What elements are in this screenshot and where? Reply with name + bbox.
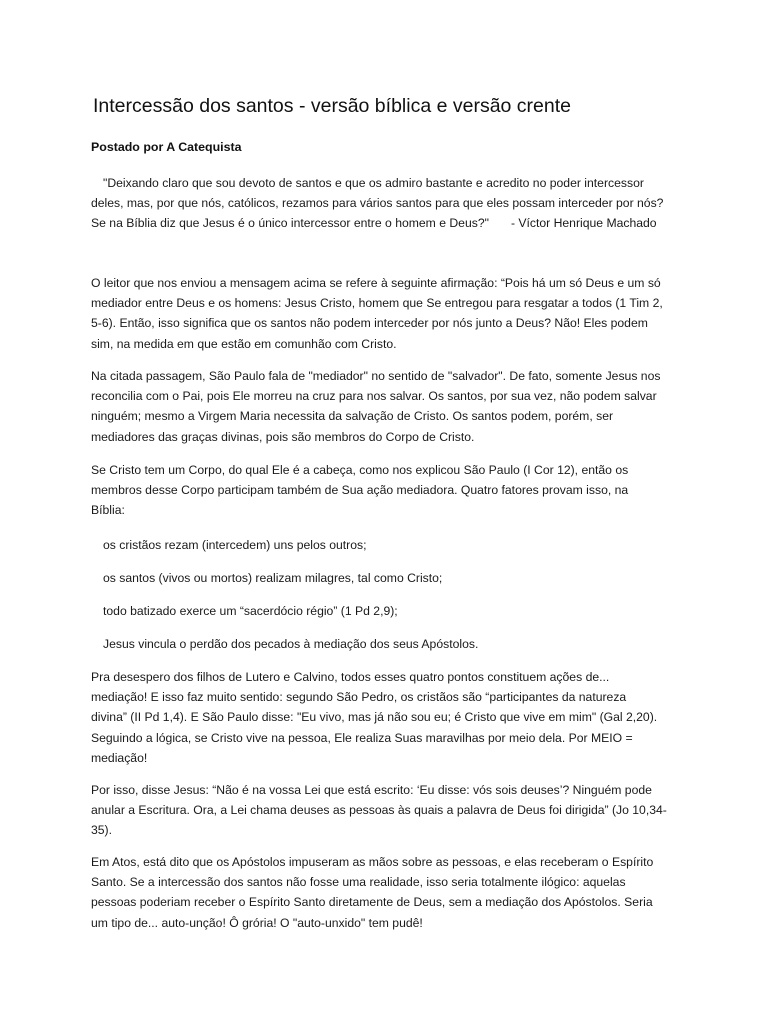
paragraph-line: pessoas poderiam receber o Espírito Santo diretamente de Deus, sem a mediação dos Apóstolos. Seria xyxy=(91,895,653,910)
paragraph-line: mediador entre Deus e os homens: Jesus Cristo, homem que Se entregou para resgatar a todos (1 Tim 2, xyxy=(91,296,663,311)
paragraph xyxy=(91,852,691,933)
list-item: Jesus vincula o perdão dos pecados à mediação dos seus Apóstolos. xyxy=(103,637,479,651)
paragraph-line: um tipo de... auto-unção! Ô grória! O "auto-unxido" tem pudê! xyxy=(91,915,423,930)
paragraph-line: ninguém; mesmo a Virgem Maria necessita da salvação de Cristo. Os santos podem, porém, ser xyxy=(91,409,614,424)
paragraph-line: mediação! xyxy=(91,750,148,765)
list-item: os cristãos rezam (intercedem) uns pelos outros; xyxy=(103,538,367,552)
paragraph-line: reconcilia com o Pai, pois Ele morreu na cruz para nos salvar. Os santos, por sua vez, não podem salvar xyxy=(91,389,657,404)
quote-line: "Deixando claro que sou devoto de santos e que os admiro bastante e acredito no poder intercessor xyxy=(103,176,644,190)
paragraph-line: sim, na medida em que estão em comunhão com Cristo. xyxy=(91,336,397,351)
paragraph-line: Se Cristo tem um Corpo, do qual Ele é a cabeça, como nos explicou São Paulo (I Cor 12), então os xyxy=(91,463,629,477)
paragraph-line: mediação! E isso faz muito sentido: segundo São Pedro, os cristãos são “participantes da natureza xyxy=(91,690,627,705)
author-line: Postado por A Catequista xyxy=(91,140,242,154)
paragraph-line: divina” (II Pd 1,4). E São Paulo disse: "Eu vivo, mas já não sou eu; é Cristo que vive em mim" (Gal 2,20). xyxy=(91,710,658,725)
quote-attribution: - Víctor Henrique Machado xyxy=(510,216,657,231)
paragraph-line: Em Atos, está dito que os Apóstolos impuseram as mãos sobre as pessoas, e elas receberam o Espírito xyxy=(91,855,654,869)
paragraph xyxy=(91,273,691,354)
paragraph-line: Por isso, disse Jesus: “Não é na vossa Lei que está escrito: ‘Eu disse: vós sois deuses’? Ninguém pode xyxy=(91,783,652,797)
paragraph-line: Santo. Se a intercessão dos santos não fosse uma realidade, isso seria totalmente ilógico: aquelas xyxy=(91,875,626,890)
page-title: Intercessão dos santos - versão bíblica e versão crente xyxy=(93,95,571,117)
paragraph-line: 5-6). Então, isso significa que os santos não podem interceder por nós junto a Deus? Não! Eles podem xyxy=(91,316,648,331)
quote-line-text: Se na Bíblia diz que Jesus é o único intercessor entre o homem e Deus?" xyxy=(91,216,489,231)
paragraph-line: 35). xyxy=(91,823,113,838)
list-item: todo batizado exerce um “sacerdócio régio” (1 Pd 2,9); xyxy=(103,604,398,618)
paragraph xyxy=(91,366,691,447)
paragraph xyxy=(91,780,691,841)
paragraph-line: mediadores das graças divinas, pois são membros do Corpo de Cristo. xyxy=(91,429,475,444)
paragraph-line: Na citada passagem, São Paulo fala de "mediador" no sentido de "salvador". De fato, somente Jesus nos xyxy=(91,369,661,383)
paragraph-line: O leitor que nos enviou a mensagem acima se refere à seguinte afirmação: “Pois há um só Deus e um só xyxy=(91,276,661,290)
reader-quote xyxy=(91,173,691,234)
paragraph xyxy=(91,460,691,521)
quote-line-last xyxy=(91,213,691,233)
paragraph-line: membros desse Corpo participam também de Sua ação mediadora. Quatro fatores provam isso, na xyxy=(91,483,629,498)
quote-line: deles, mas, por que nós, católicos, rezamos para vários santos para que eles possam interceder por nós? xyxy=(91,196,664,211)
paragraph-line: anular a Escritura. Ora, a Lei chama deuses as pessoas às quais a palavra de Deus foi dirigida” (Jo 10,34- xyxy=(91,803,667,818)
list-item: os santos (vivos ou mortos) realizam milagres, tal como Cristo; xyxy=(103,571,443,585)
paragraph xyxy=(91,667,691,768)
paragraph-line: Seguindo a lógica, se Cristo vive na pessoa, Ele realiza Suas maravilhas por meio dela. Por MEIO = xyxy=(91,730,633,745)
paragraph-line: Pra desespero dos filhos de Lutero e Calvino, todos esses quatro pontos constituem ações de... xyxy=(91,670,610,684)
paragraph-line: Bíblia: xyxy=(91,503,125,518)
